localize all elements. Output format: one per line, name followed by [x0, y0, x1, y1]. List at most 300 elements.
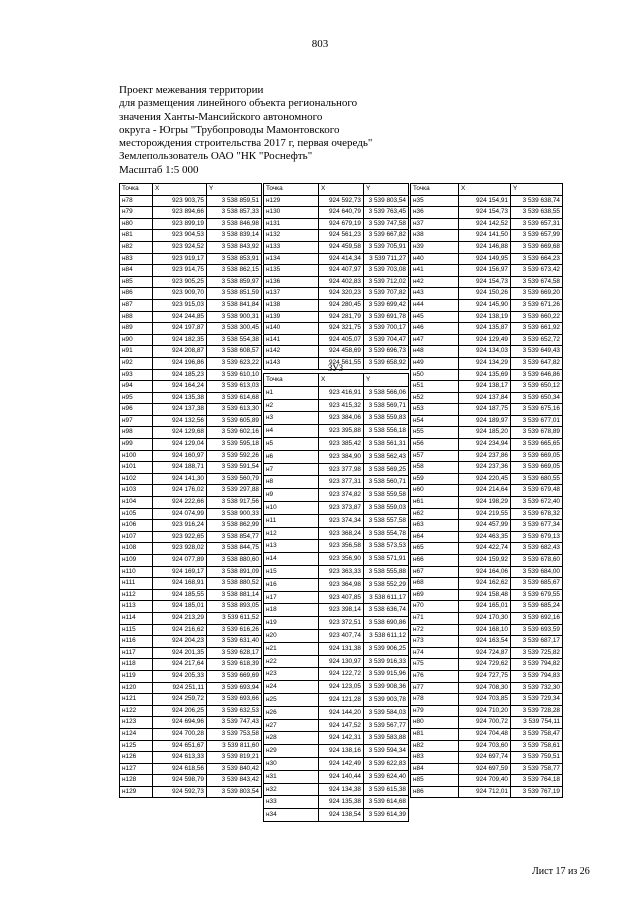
point-id: н38 [411, 230, 459, 242]
y-coordinate: 3 538 611,17 [364, 591, 409, 604]
point-id: н127 [120, 763, 153, 775]
y-coordinate: 3 539 819,21 [207, 752, 262, 764]
y-coordinate: 3 539 631,40 [207, 636, 262, 648]
x-coordinate: 923 909,70 [153, 288, 207, 300]
y-coordinate: 3 538 843,92 [207, 241, 262, 253]
y-coordinate: 3 539 646,86 [511, 369, 563, 381]
x-coordinate: 923 374,34 [319, 514, 364, 527]
point-id: н99 [120, 439, 153, 451]
y-coordinate: 3 539 758,77 [511, 763, 563, 775]
y-coordinate: 3 539 605,89 [207, 415, 262, 427]
y-coordinate: 3 538 851,59 [207, 288, 262, 300]
y-coordinate: 3 538 554,38 [207, 334, 262, 346]
table-row [411, 323, 563, 335]
y-coordinate: 3 539 685,24 [511, 601, 563, 613]
y-coordinate: 3 539 903,78 [364, 693, 409, 706]
y-coordinate: 3 539 628,17 [207, 647, 262, 659]
x-coordinate: 924 222,66 [153, 497, 207, 509]
y-coordinate: 3 539 680,55 [511, 473, 563, 485]
y-coordinate: 3 539 660,22 [511, 311, 563, 323]
y-coordinate: 3 539 669,20 [511, 288, 563, 300]
x-coordinate: 924 162,62 [459, 578, 511, 590]
x-coordinate: 924 142,52 [459, 218, 511, 230]
point-id: н9 [264, 489, 319, 502]
point-id: н103 [120, 485, 153, 497]
point-id: н44 [411, 299, 459, 311]
table-row [264, 642, 409, 655]
y-coordinate: 3 539 674,58 [511, 276, 563, 288]
x-coordinate: 924 729,62 [459, 659, 511, 671]
x-coordinate: 923 385,42 [319, 437, 364, 450]
table-row [264, 241, 409, 253]
table-row [411, 543, 563, 555]
table-row [120, 265, 262, 277]
y-coordinate: 3 539 700,17 [364, 323, 409, 335]
table-row [264, 265, 409, 277]
point-id: н134 [264, 253, 319, 265]
point-id: н58 [411, 462, 459, 474]
y-coordinate: 3 539 615,38 [364, 783, 409, 796]
y-coordinate: 3 538 862,99 [207, 520, 262, 532]
x-coordinate: 923 928,02 [153, 543, 207, 555]
x-coordinate: 923 395,88 [319, 425, 364, 438]
x-coordinate: 924 182,35 [153, 334, 207, 346]
x-coordinate: 923 372,51 [319, 617, 364, 630]
table-row [120, 288, 262, 300]
zu3-section [263, 363, 409, 822]
point-id: н18 [264, 604, 319, 617]
point-id: н68 [411, 578, 459, 590]
y-coordinate: 3 539 614,39 [364, 809, 409, 822]
y-coordinate: 3 538 880,60 [207, 555, 262, 567]
y-coordinate: 3 539 638,55 [511, 207, 563, 219]
table-row [120, 670, 262, 682]
table-row [411, 450, 563, 462]
table-row [264, 253, 409, 265]
y-coordinate: 3 539 677,01 [511, 415, 563, 427]
y-coordinate: 3 539 677,34 [511, 520, 563, 532]
table-row [411, 520, 563, 532]
point-id: н39 [411, 241, 459, 253]
x-coordinate: 924 160,97 [153, 450, 207, 462]
y-coordinate: 3 538 554,78 [364, 527, 409, 540]
y-coordinate: 3 539 763,45 [364, 207, 409, 219]
table-row [264, 386, 409, 399]
y-coordinate: 3 539 661,92 [511, 323, 563, 335]
table-row [264, 276, 409, 288]
point-id: н69 [411, 589, 459, 601]
x-coordinate: 924 651,67 [153, 740, 207, 752]
point-id: н73 [411, 636, 459, 648]
point-id: н51 [411, 381, 459, 393]
x-coordinate: 924 703,85 [459, 694, 511, 706]
y-coordinate: 3 539 693,66 [207, 694, 262, 706]
point-id: н129 [120, 786, 153, 798]
x-coordinate: 924 679,19 [319, 218, 364, 230]
table-row [264, 604, 409, 617]
point-id: н120 [120, 682, 153, 694]
x-coordinate: 924 142,49 [319, 757, 364, 770]
table-row [264, 706, 409, 719]
point-id: н115 [120, 624, 153, 636]
y-coordinate: 3 539 682,43 [511, 543, 563, 555]
y-coordinate: 3 539 665,65 [511, 439, 563, 451]
table-row [264, 591, 409, 604]
x-coordinate: 923 905,25 [153, 276, 207, 288]
y-coordinate: 3 539 693,94 [207, 682, 262, 694]
table-row [264, 230, 409, 242]
table-row [411, 740, 563, 752]
table-row [264, 489, 409, 502]
point-id: н4 [264, 425, 319, 438]
x-coordinate: 923 899,19 [153, 218, 207, 230]
x-coordinate: 923 916,24 [153, 520, 207, 532]
table-row [264, 218, 409, 230]
table-row [264, 732, 409, 745]
table-row [264, 399, 409, 412]
x-coordinate: 924 457,99 [459, 520, 511, 532]
y-coordinate: 3 539 669,05 [511, 450, 563, 462]
x-coordinate: 924 251,11 [153, 682, 207, 694]
table-row [264, 501, 409, 514]
x-coordinate: 924 165,01 [459, 601, 511, 613]
x-coordinate: 924 414,34 [319, 253, 364, 265]
table-row [411, 624, 563, 636]
point-id: н60 [411, 485, 459, 497]
point-id: н105 [120, 508, 153, 520]
y-coordinate: 3 539 915,96 [364, 668, 409, 681]
page-number: 803 [311, 38, 329, 50]
point-id: н106 [120, 520, 153, 532]
point-id: н123 [120, 717, 153, 729]
y-coordinate: 3 539 669,68 [511, 241, 563, 253]
table-row [411, 207, 563, 219]
table-row [120, 195, 262, 207]
y-coordinate: 3 539 664,23 [511, 253, 563, 265]
y-coordinate: 3 539 679,13 [511, 531, 563, 543]
y-coordinate: 3 538 560,71 [364, 476, 409, 489]
x-coordinate: 924 613,33 [153, 752, 207, 764]
point-id: н17 [264, 591, 319, 604]
table-row [264, 476, 409, 489]
y-coordinate: 3 539 592,26 [207, 450, 262, 462]
x-coordinate: 924 214,64 [459, 485, 511, 497]
y-coordinate: 3 539 728,28 [511, 705, 563, 717]
point-id: н8 [264, 476, 319, 489]
x-coordinate: 924 138,19 [459, 311, 511, 323]
point-id: н85 [411, 775, 459, 787]
point-id: н129 [264, 195, 319, 207]
table-row [120, 323, 262, 335]
column-header-point: Точка [120, 184, 153, 196]
point-id: н109 [120, 555, 153, 567]
table-row [120, 439, 262, 451]
header-line: значения Ханты-Мансийского автономного [119, 110, 323, 123]
x-coordinate: 924 704,48 [459, 728, 511, 740]
point-id: н33 [264, 796, 319, 809]
x-coordinate: 923 377,31 [319, 476, 364, 489]
x-coordinate: 924 187,75 [459, 404, 511, 416]
table-row [264, 629, 409, 642]
table-row [120, 694, 262, 706]
point-id: н81 [411, 728, 459, 740]
column-header-point: Точка [264, 184, 319, 196]
x-coordinate: 924 709,40 [459, 775, 511, 787]
x-coordinate: 924 138,17 [459, 381, 511, 393]
table-row [264, 655, 409, 668]
point-id: н78 [120, 195, 153, 207]
point-id: н137 [264, 288, 319, 300]
point-id: н139 [264, 311, 319, 323]
table-row [120, 334, 262, 346]
x-coordinate: 924 129,49 [459, 334, 511, 346]
table-row [411, 752, 563, 764]
x-coordinate: 924 216,62 [153, 624, 207, 636]
point-id: н59 [411, 473, 459, 485]
point-id: н23 [264, 668, 319, 681]
x-coordinate: 924 185,20 [459, 427, 511, 439]
x-coordinate: 924 703,60 [459, 740, 511, 752]
x-coordinate: 924 123,05 [319, 681, 364, 694]
table-row [264, 450, 409, 463]
y-coordinate: 3 538 555,88 [364, 565, 409, 578]
y-coordinate: 3 538 561,31 [364, 437, 409, 450]
y-coordinate: 3 539 560,79 [207, 473, 262, 485]
y-coordinate: 3 539 675,16 [511, 404, 563, 416]
point-id: н77 [411, 682, 459, 694]
point-id: н62 [411, 508, 459, 520]
y-coordinate: 3 539 705,91 [364, 241, 409, 253]
y-coordinate: 3 538 552,29 [364, 578, 409, 591]
x-coordinate: 923 919,17 [153, 253, 207, 265]
table-row [120, 473, 262, 485]
table-row [264, 796, 409, 809]
y-coordinate: 3 539 584,03 [364, 706, 409, 719]
x-coordinate: 924 141,50 [459, 230, 511, 242]
x-coordinate: 924 463,35 [459, 531, 511, 543]
table-row [411, 647, 563, 659]
x-coordinate: 924 219,55 [459, 508, 511, 520]
x-coordinate: 924 077,89 [153, 555, 207, 567]
x-coordinate: 924 198,29 [459, 497, 511, 509]
x-coordinate: 924 169,17 [153, 566, 207, 578]
column-header-point: Точка [411, 184, 459, 196]
y-coordinate: 3 539 764,18 [511, 775, 563, 787]
x-coordinate: 924 561,23 [319, 230, 364, 242]
x-coordinate: 924 561,55 [319, 357, 364, 369]
y-coordinate: 3 539 647,82 [511, 357, 563, 369]
table-row [411, 265, 563, 277]
y-coordinate: 3 539 623,22 [207, 357, 262, 369]
point-id: н84 [120, 265, 153, 277]
x-coordinate: 924 147,52 [319, 719, 364, 732]
x-coordinate: 924 129,68 [153, 427, 207, 439]
y-coordinate: 3 538 893,05 [207, 601, 262, 613]
x-coordinate: 924 185,01 [153, 601, 207, 613]
coordinates-table-3 [410, 183, 563, 798]
table-row [411, 299, 563, 311]
y-coordinate: 3 538 571,91 [364, 553, 409, 566]
x-coordinate: 923 377,98 [319, 463, 364, 476]
header-line: округа - Югры "Трубопроводы Мамонтовского [119, 123, 340, 136]
y-coordinate: 3 539 614,68 [364, 796, 409, 809]
point-id: н140 [264, 323, 319, 335]
point-id: н55 [411, 427, 459, 439]
point-id: н125 [120, 740, 153, 752]
point-id: н84 [411, 763, 459, 775]
y-coordinate: 3 538 880,52 [207, 578, 262, 590]
y-coordinate: 3 539 754,11 [511, 717, 563, 729]
point-id: н20 [264, 629, 319, 642]
x-coordinate: 924 135,38 [153, 392, 207, 404]
point-id: н57 [411, 450, 459, 462]
table-row [264, 437, 409, 450]
y-coordinate: 3 539 753,58 [207, 728, 262, 740]
table-row [411, 462, 563, 474]
y-coordinate: 3 538 569,71 [364, 399, 409, 412]
point-id: н85 [120, 276, 153, 288]
y-coordinate: 3 539 803,54 [364, 195, 409, 207]
point-id: н64 [411, 531, 459, 543]
point-id: н16 [264, 578, 319, 591]
point-id: н6 [264, 450, 319, 463]
table-row [411, 288, 563, 300]
point-id: н32 [264, 783, 319, 796]
table-row [264, 540, 409, 553]
point-id: н82 [411, 740, 459, 752]
point-id: н101 [120, 462, 153, 474]
x-coordinate: 923 894,66 [153, 207, 207, 219]
point-id: н94 [120, 381, 153, 393]
x-coordinate: 924 640,79 [319, 207, 364, 219]
point-id: н2 [264, 399, 319, 412]
x-coordinate: 924 205,33 [153, 670, 207, 682]
x-coordinate: 923 398,14 [319, 604, 364, 617]
x-coordinate: 924 459,58 [319, 241, 364, 253]
y-coordinate: 3 538 891,09 [207, 566, 262, 578]
table-row [120, 543, 262, 555]
y-coordinate: 3 539 747,58 [364, 218, 409, 230]
x-coordinate: 924 197,87 [153, 323, 207, 335]
y-coordinate: 3 539 657,99 [511, 230, 563, 242]
point-id: н136 [264, 276, 319, 288]
point-id: н87 [120, 299, 153, 311]
point-id: н118 [120, 659, 153, 671]
table-row [120, 392, 262, 404]
point-id: н45 [411, 311, 459, 323]
table-row [411, 705, 563, 717]
table-row [411, 555, 563, 567]
x-coordinate: 924 164,06 [459, 566, 511, 578]
x-coordinate: 924 188,71 [153, 462, 207, 474]
y-coordinate: 3 539 616,26 [207, 624, 262, 636]
x-coordinate: 924 280,45 [319, 299, 364, 311]
table-row [120, 763, 262, 775]
table-row [411, 404, 563, 416]
x-coordinate: 923 364,98 [319, 578, 364, 591]
point-id: н81 [120, 230, 153, 242]
point-id: н119 [120, 670, 153, 682]
x-coordinate: 924 592,73 [319, 195, 364, 207]
table-row [264, 617, 409, 630]
point-id: н21 [264, 642, 319, 655]
y-coordinate: 3 539 803,54 [207, 786, 262, 798]
x-coordinate: 924 176,02 [153, 485, 207, 497]
x-coordinate: 924 134,29 [459, 357, 511, 369]
y-coordinate: 3 538 859,51 [207, 195, 262, 207]
x-coordinate: 924 237,36 [459, 462, 511, 474]
table-row [411, 381, 563, 393]
table-row [120, 520, 262, 532]
table-row [411, 334, 563, 346]
point-id: н26 [264, 706, 319, 719]
x-coordinate: 923 374,82 [319, 489, 364, 502]
column-header-y: Y [207, 184, 262, 196]
table-row [264, 770, 409, 783]
zu3-title: ЗУ3 [327, 363, 344, 373]
y-coordinate: 3 539 650,34 [511, 392, 563, 404]
y-coordinate: 3 539 840,42 [207, 763, 262, 775]
x-coordinate: 924 145,90 [459, 299, 511, 311]
y-coordinate: 3 539 595,18 [207, 439, 262, 451]
point-id: н52 [411, 392, 459, 404]
point-id: н86 [120, 288, 153, 300]
x-coordinate: 924 146,88 [459, 241, 511, 253]
x-coordinate: 924 163,54 [459, 636, 511, 648]
x-coordinate: 923 384,06 [319, 412, 364, 425]
point-id: н141 [264, 334, 319, 346]
x-coordinate: 924 131,38 [319, 642, 364, 655]
table-row [264, 346, 409, 358]
table-row [264, 783, 409, 796]
point-id: н133 [264, 241, 319, 253]
point-id: н113 [120, 601, 153, 613]
table-row [120, 601, 262, 613]
x-coordinate: 923 914,75 [153, 265, 207, 277]
point-id: н102 [120, 473, 153, 485]
table-row [120, 450, 262, 462]
y-coordinate: 3 539 649,43 [511, 346, 563, 358]
point-id: н71 [411, 612, 459, 624]
y-coordinate: 3 539 767,19 [511, 786, 563, 798]
point-id: н7 [264, 463, 319, 476]
table-row [411, 276, 563, 288]
table-row [264, 578, 409, 591]
table-row [120, 636, 262, 648]
table-row [120, 369, 262, 381]
x-coordinate: 924 700,72 [459, 717, 511, 729]
point-id: н135 [264, 265, 319, 277]
point-id: н67 [411, 566, 459, 578]
point-id: н131 [264, 218, 319, 230]
x-coordinate: 924 137,38 [153, 404, 207, 416]
table-row [120, 624, 262, 636]
y-coordinate: 3 539 678,32 [511, 508, 563, 520]
point-id: н92 [120, 357, 153, 369]
table-row [411, 728, 563, 740]
y-coordinate: 3 539 732,30 [511, 682, 563, 694]
table-row [411, 241, 563, 253]
column-header-x: X [153, 184, 207, 196]
y-coordinate: 3 539 610,10 [207, 369, 262, 381]
table-row [411, 682, 563, 694]
table-row [120, 462, 262, 474]
y-coordinate: 3 539 758,61 [511, 740, 563, 752]
point-id: н22 [264, 655, 319, 668]
y-coordinate: 3 538 859,97 [207, 276, 262, 288]
y-coordinate: 3 538 862,15 [207, 265, 262, 277]
x-coordinate: 924 592,73 [153, 786, 207, 798]
